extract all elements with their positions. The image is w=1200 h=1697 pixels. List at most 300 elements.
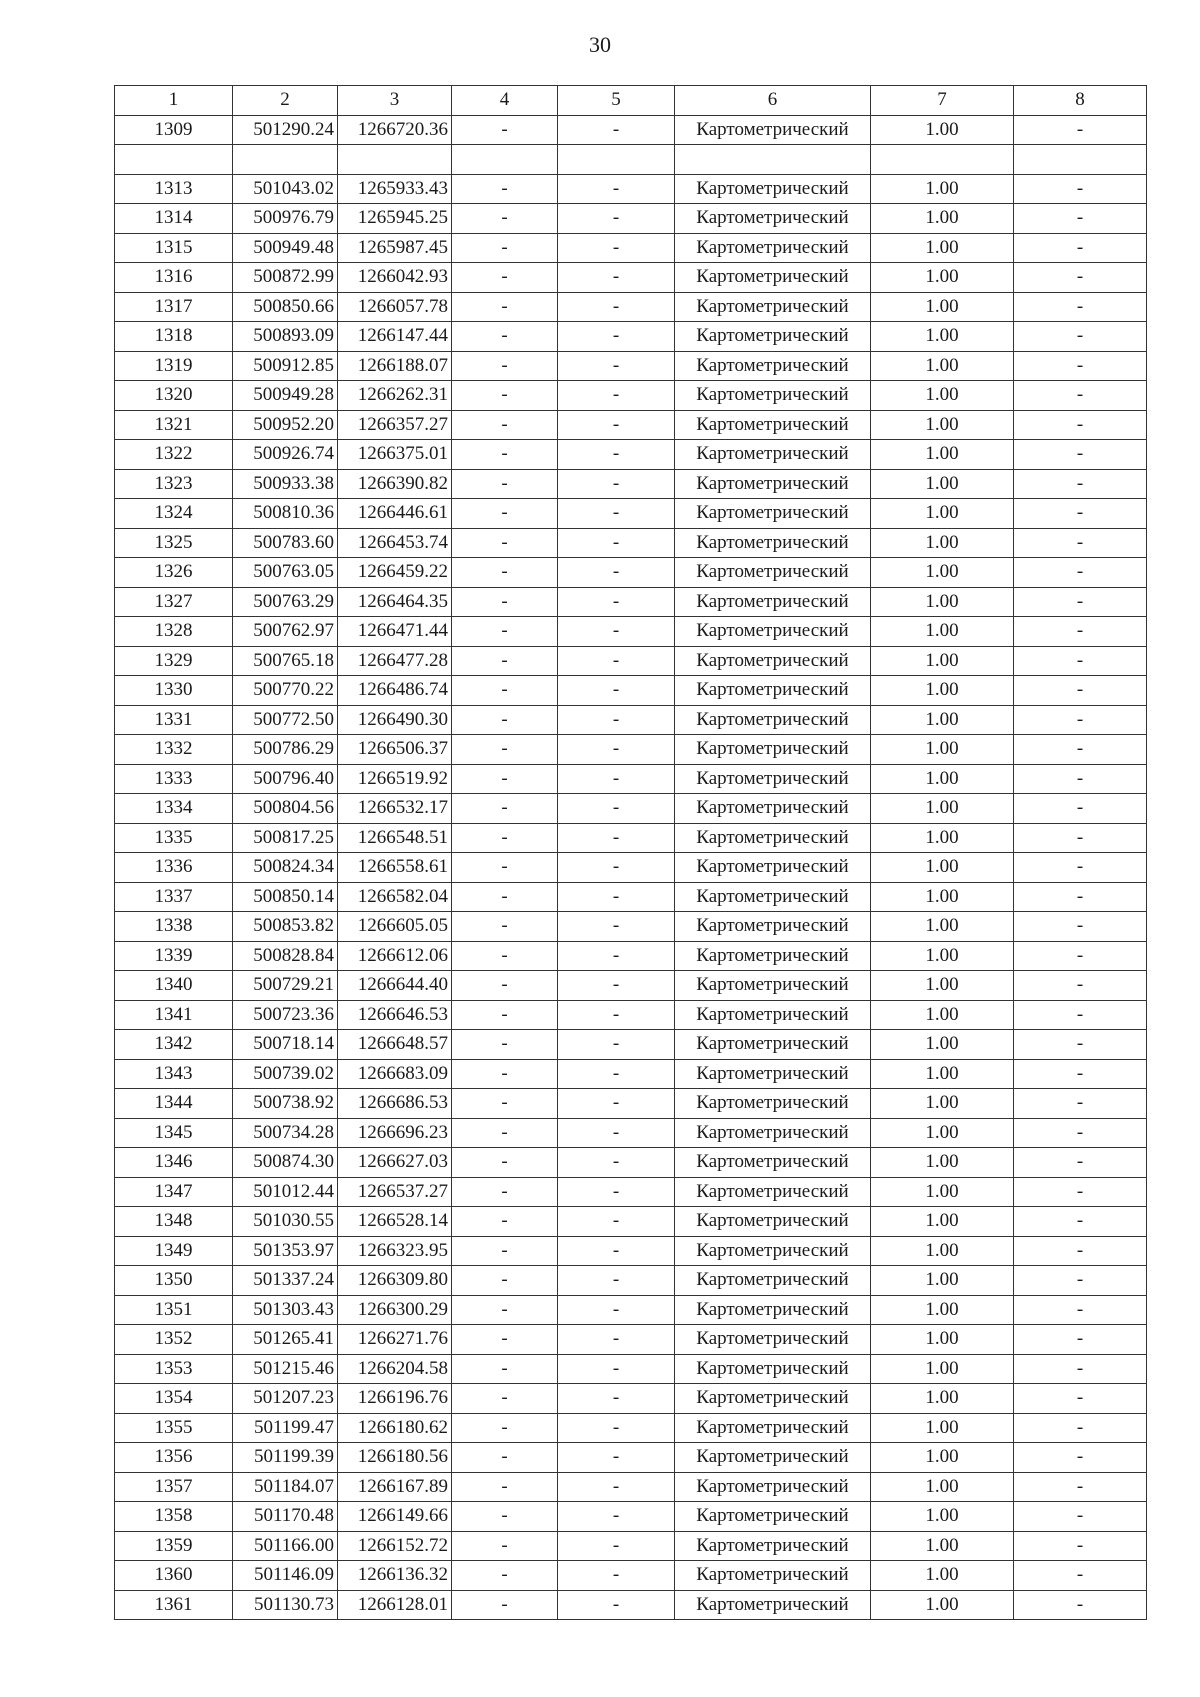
table-row bbox=[115, 705, 1147, 735]
cell-point-number: 1318 bbox=[115, 322, 233, 352]
cell-accuracy: 1.00 bbox=[871, 528, 1014, 558]
cell-point-number: 1361 bbox=[115, 1590, 233, 1620]
cell-coord-x: 500872.99 bbox=[233, 263, 338, 293]
cell-coord-y: 1266128.01 bbox=[338, 1590, 452, 1620]
cell-col-5: - bbox=[558, 646, 675, 676]
cell-accuracy: 1.00 bbox=[871, 351, 1014, 381]
cell-col-4 bbox=[452, 145, 558, 175]
cell-point-number: 1343 bbox=[115, 1059, 233, 1089]
cell-point-number: 1340 bbox=[115, 971, 233, 1001]
cell-point-number: 1346 bbox=[115, 1148, 233, 1178]
cell-col-4: - bbox=[452, 705, 558, 735]
cell-point-number: 1324 bbox=[115, 499, 233, 529]
cell-method: Картометрический bbox=[675, 1472, 871, 1502]
cell-col-4: - bbox=[452, 1443, 558, 1473]
table-row bbox=[115, 469, 1147, 499]
cell-col-8: - bbox=[1014, 941, 1147, 971]
cell-coord-y: 1265945.25 bbox=[338, 204, 452, 234]
cell-method: Картометрический bbox=[675, 322, 871, 352]
cell-col-5: - bbox=[558, 794, 675, 824]
cell-method: Картометрический bbox=[675, 410, 871, 440]
cell-col-8: - bbox=[1014, 263, 1147, 293]
cell-coord-x: 500828.84 bbox=[233, 941, 338, 971]
cell-accuracy: 1.00 bbox=[871, 115, 1014, 145]
cell-coord-y: 1266644.40 bbox=[338, 971, 452, 1001]
cell-coord-y: 1266042.93 bbox=[338, 263, 452, 293]
cell-coord-y: 1265933.43 bbox=[338, 174, 452, 204]
column-header-7: 7 bbox=[871, 86, 1014, 116]
cell-col-5: - bbox=[558, 469, 675, 499]
cell-point-number: 1355 bbox=[115, 1413, 233, 1443]
cell-accuracy: 1.00 bbox=[871, 1030, 1014, 1060]
table-row bbox=[115, 1236, 1147, 1266]
cell-col-8: - bbox=[1014, 233, 1147, 263]
cell-col-4: - bbox=[452, 1059, 558, 1089]
table-row bbox=[115, 351, 1147, 381]
cell-point-number: 1345 bbox=[115, 1118, 233, 1148]
cell-col-4: - bbox=[452, 204, 558, 234]
cell-col-5: - bbox=[558, 1148, 675, 1178]
cell-col-4: - bbox=[452, 115, 558, 145]
cell-col-5: - bbox=[558, 322, 675, 352]
cell-col-4: - bbox=[452, 1561, 558, 1591]
cell-col-5: - bbox=[558, 882, 675, 912]
cell-coord-x: 501146.09 bbox=[233, 1561, 338, 1591]
cell-col-4: - bbox=[452, 558, 558, 588]
cell-coord-y: 1266375.01 bbox=[338, 440, 452, 470]
cell-point-number: 1348 bbox=[115, 1207, 233, 1237]
cell-col-5: - bbox=[558, 912, 675, 942]
cell-accuracy: 1.00 bbox=[871, 174, 1014, 204]
cell-coord-y: 1266627.03 bbox=[338, 1148, 452, 1178]
cell-method: Картометрический bbox=[675, 1295, 871, 1325]
cell-point-number: 1357 bbox=[115, 1472, 233, 1502]
cell-col-8: - bbox=[1014, 1590, 1147, 1620]
table-row bbox=[115, 499, 1147, 529]
cell-accuracy: 1.00 bbox=[871, 853, 1014, 883]
cell-accuracy: 1.00 bbox=[871, 204, 1014, 234]
cell-coord-x: 500850.14 bbox=[233, 882, 338, 912]
table-row bbox=[115, 1118, 1147, 1148]
cell-col-8: - bbox=[1014, 764, 1147, 794]
cell-col-4: - bbox=[452, 233, 558, 263]
cell-point-number: 1339 bbox=[115, 941, 233, 971]
cell-coord-x: 500770.22 bbox=[233, 676, 338, 706]
cell-coord-y: 1266180.56 bbox=[338, 1443, 452, 1473]
cell-col-5: - bbox=[558, 1590, 675, 1620]
cell-col-5: - bbox=[558, 1118, 675, 1148]
table-row bbox=[115, 823, 1147, 853]
table-row bbox=[115, 410, 1147, 440]
cell-col-8: - bbox=[1014, 558, 1147, 588]
cell-point-number: 1354 bbox=[115, 1384, 233, 1414]
cell-col-8: - bbox=[1014, 351, 1147, 381]
cell-point-number: 1359 bbox=[115, 1531, 233, 1561]
cell-col-5: - bbox=[558, 617, 675, 647]
cell-accuracy bbox=[871, 145, 1014, 175]
cell-coord-y: 1266582.04 bbox=[338, 882, 452, 912]
cell-point-number: 1350 bbox=[115, 1266, 233, 1296]
cell-point-number bbox=[115, 145, 233, 175]
cell-point-number: 1314 bbox=[115, 204, 233, 234]
cell-accuracy: 1.00 bbox=[871, 1177, 1014, 1207]
cell-accuracy: 1.00 bbox=[871, 1295, 1014, 1325]
cell-accuracy: 1.00 bbox=[871, 1561, 1014, 1591]
cell-col-4: - bbox=[452, 263, 558, 293]
table-row bbox=[115, 676, 1147, 706]
table-row bbox=[115, 558, 1147, 588]
cell-col-5: - bbox=[558, 528, 675, 558]
table-row bbox=[115, 912, 1147, 942]
cell-col-4: - bbox=[452, 292, 558, 322]
cell-coord-y: 1266196.76 bbox=[338, 1384, 452, 1414]
cell-accuracy: 1.00 bbox=[871, 1000, 1014, 1030]
cell-accuracy: 1.00 bbox=[871, 587, 1014, 617]
cell-method: Картометрический bbox=[675, 174, 871, 204]
cell-col-4: - bbox=[452, 1148, 558, 1178]
cell-coord-x: 501030.55 bbox=[233, 1207, 338, 1237]
cell-col-4: - bbox=[452, 1502, 558, 1532]
cell-col-4: - bbox=[452, 912, 558, 942]
cell-coord-x: 500952.20 bbox=[233, 410, 338, 440]
cell-method: Картометрический bbox=[675, 823, 871, 853]
cell-col-8: - bbox=[1014, 646, 1147, 676]
cell-col-8: - bbox=[1014, 1030, 1147, 1060]
cell-method: Картометрический bbox=[675, 971, 871, 1001]
cell-col-5: - bbox=[558, 351, 675, 381]
cell-method: Картометрический bbox=[675, 1325, 871, 1355]
cell-col-5: - bbox=[558, 1531, 675, 1561]
cell-point-number: 1337 bbox=[115, 882, 233, 912]
cell-coord-x: 500893.09 bbox=[233, 322, 338, 352]
cell-col-4: - bbox=[452, 853, 558, 883]
cell-col-4: - bbox=[452, 322, 558, 352]
table-row bbox=[115, 322, 1147, 352]
cell-col-4: - bbox=[452, 410, 558, 440]
cell-col-8: - bbox=[1014, 204, 1147, 234]
cell-point-number: 1319 bbox=[115, 351, 233, 381]
cell-method: Картометрический bbox=[675, 735, 871, 765]
cell-coord-y: 1266648.57 bbox=[338, 1030, 452, 1060]
cell-col-8: - bbox=[1014, 469, 1147, 499]
cell-accuracy: 1.00 bbox=[871, 1236, 1014, 1266]
cell-coord-x: 501012.44 bbox=[233, 1177, 338, 1207]
cell-coord-y: 1266459.22 bbox=[338, 558, 452, 588]
cell-method: Картометрический bbox=[675, 558, 871, 588]
cell-coord-y: 1266147.44 bbox=[338, 322, 452, 352]
cell-accuracy: 1.00 bbox=[871, 617, 1014, 647]
column-header-4: 4 bbox=[452, 86, 558, 116]
cell-col-5: - bbox=[558, 1384, 675, 1414]
table-row bbox=[115, 1266, 1147, 1296]
cell-col-8: - bbox=[1014, 587, 1147, 617]
cell-point-number: 1347 bbox=[115, 1177, 233, 1207]
column-header-1: 1 bbox=[115, 86, 233, 116]
cell-coord-x: 500739.02 bbox=[233, 1059, 338, 1089]
cell-accuracy: 1.00 bbox=[871, 764, 1014, 794]
cell-coord-x: 501166.00 bbox=[233, 1531, 338, 1561]
cell-coord-y: 1266453.74 bbox=[338, 528, 452, 558]
cell-col-8: - bbox=[1014, 322, 1147, 352]
table-row bbox=[115, 1148, 1147, 1178]
cell-point-number: 1309 bbox=[115, 115, 233, 145]
cell-col-4: - bbox=[452, 1590, 558, 1620]
table-row bbox=[115, 1295, 1147, 1325]
cell-col-4: - bbox=[452, 1000, 558, 1030]
cell-method: Картометрический bbox=[675, 1177, 871, 1207]
cell-accuracy: 1.00 bbox=[871, 735, 1014, 765]
cell-point-number: 1323 bbox=[115, 469, 233, 499]
cell-coord-y: 1266486.74 bbox=[338, 676, 452, 706]
cell-method: Картометрический bbox=[675, 1059, 871, 1089]
cell-coord-y: 1266204.58 bbox=[338, 1354, 452, 1384]
table-row bbox=[115, 1207, 1147, 1237]
cell-col-5: - bbox=[558, 1354, 675, 1384]
cell-method: Картометрический bbox=[675, 1236, 871, 1266]
cell-accuracy: 1.00 bbox=[871, 381, 1014, 411]
cell-col-4: - bbox=[452, 1531, 558, 1561]
cell-point-number: 1338 bbox=[115, 912, 233, 942]
cell-col-8: - bbox=[1014, 410, 1147, 440]
table-row bbox=[115, 853, 1147, 883]
table-row bbox=[115, 1443, 1147, 1473]
cell-coord-y: 1266537.27 bbox=[338, 1177, 452, 1207]
cell-col-8: - bbox=[1014, 735, 1147, 765]
cell-col-5: - bbox=[558, 381, 675, 411]
cell-col-8: - bbox=[1014, 1472, 1147, 1502]
cell-col-8: - bbox=[1014, 882, 1147, 912]
cell-coord-y: 1266696.23 bbox=[338, 1118, 452, 1148]
cell-coord-x: 501199.47 bbox=[233, 1413, 338, 1443]
cell-col-4: - bbox=[452, 1413, 558, 1443]
cell-col-8: - bbox=[1014, 1354, 1147, 1384]
table-row bbox=[115, 1384, 1147, 1414]
table-row bbox=[115, 1413, 1147, 1443]
cell-coord-x: 500783.60 bbox=[233, 528, 338, 558]
table-row bbox=[115, 1590, 1147, 1620]
cell-method: Картометрический bbox=[675, 1443, 871, 1473]
cell-col-4: - bbox=[452, 1384, 558, 1414]
cell-point-number: 1317 bbox=[115, 292, 233, 322]
cell-point-number: 1316 bbox=[115, 263, 233, 293]
cell-coord-x: 500734.28 bbox=[233, 1118, 338, 1148]
cell-coord-y: 1266558.61 bbox=[338, 853, 452, 883]
cell-col-5: - bbox=[558, 971, 675, 1001]
cell-coord-x: 500912.85 bbox=[233, 351, 338, 381]
cell-col-8: - bbox=[1014, 1000, 1147, 1030]
cell-method: Картометрический bbox=[675, 764, 871, 794]
cell-point-number: 1334 bbox=[115, 794, 233, 824]
cell-col-5: - bbox=[558, 1177, 675, 1207]
cell-col-4: - bbox=[452, 1118, 558, 1148]
cell-col-8: - bbox=[1014, 1089, 1147, 1119]
table-row bbox=[115, 233, 1147, 263]
cell-coord-x: 500874.30 bbox=[233, 1148, 338, 1178]
cell-coord-x: 500976.79 bbox=[233, 204, 338, 234]
cell-method: Картометрический bbox=[675, 646, 871, 676]
cell-point-number: 1313 bbox=[115, 174, 233, 204]
cell-col-8: - bbox=[1014, 1148, 1147, 1178]
cell-coord-x: 500723.36 bbox=[233, 1000, 338, 1030]
table-row bbox=[115, 764, 1147, 794]
table-row bbox=[115, 292, 1147, 322]
cell-col-8: - bbox=[1014, 853, 1147, 883]
cell-point-number: 1320 bbox=[115, 381, 233, 411]
cell-coord-x: 501043.02 bbox=[233, 174, 338, 204]
table-row bbox=[115, 115, 1147, 145]
table-row bbox=[115, 204, 1147, 234]
cell-coord-x: 500804.56 bbox=[233, 794, 338, 824]
cell-coord-x: 500850.66 bbox=[233, 292, 338, 322]
cell-point-number: 1335 bbox=[115, 823, 233, 853]
cell-point-number: 1326 bbox=[115, 558, 233, 588]
cell-coord-y: 1266188.07 bbox=[338, 351, 452, 381]
cell-method: Картометрический bbox=[675, 204, 871, 234]
cell-col-4: - bbox=[452, 440, 558, 470]
cell-method: Картометрический bbox=[675, 292, 871, 322]
table-row bbox=[115, 1030, 1147, 1060]
cell-accuracy: 1.00 bbox=[871, 676, 1014, 706]
cell-accuracy: 1.00 bbox=[871, 705, 1014, 735]
cell-col-4: - bbox=[452, 499, 558, 529]
cell-coord-y: 1266464.35 bbox=[338, 587, 452, 617]
cell-col-4: - bbox=[452, 882, 558, 912]
cell-col-8: - bbox=[1014, 381, 1147, 411]
table-row bbox=[115, 882, 1147, 912]
cell-col-5: - bbox=[558, 941, 675, 971]
cell-coord-x: 500949.48 bbox=[233, 233, 338, 263]
cell-col-8: - bbox=[1014, 292, 1147, 322]
cell-point-number: 1358 bbox=[115, 1502, 233, 1532]
cell-method: Картометрический bbox=[675, 1354, 871, 1384]
cell-coord-y: 1266686.53 bbox=[338, 1089, 452, 1119]
cell-coord-x: 500824.34 bbox=[233, 853, 338, 883]
cell-col-5: - bbox=[558, 1000, 675, 1030]
cell-coord-y: 1266300.29 bbox=[338, 1295, 452, 1325]
cell-coord-x: 500729.21 bbox=[233, 971, 338, 1001]
cell-col-4: - bbox=[452, 469, 558, 499]
cell-col-8: - bbox=[1014, 794, 1147, 824]
cell-accuracy: 1.00 bbox=[871, 558, 1014, 588]
cell-col-8: - bbox=[1014, 1443, 1147, 1473]
cell-method: Картометрический bbox=[675, 263, 871, 293]
cell-point-number: 1351 bbox=[115, 1295, 233, 1325]
cell-col-4: - bbox=[452, 381, 558, 411]
cell-coord-x: 500933.38 bbox=[233, 469, 338, 499]
cell-col-4: - bbox=[452, 587, 558, 617]
cell-col-5: - bbox=[558, 292, 675, 322]
cell-coord-x: 500718.14 bbox=[233, 1030, 338, 1060]
cell-method: Картометрический bbox=[675, 1266, 871, 1296]
cell-accuracy: 1.00 bbox=[871, 1531, 1014, 1561]
cell-coord-x: 501290.24 bbox=[233, 115, 338, 145]
table-row bbox=[115, 1059, 1147, 1089]
cell-coord-x: 500786.29 bbox=[233, 735, 338, 765]
cell-col-4: - bbox=[452, 1236, 558, 1266]
cell-col-4: - bbox=[452, 1295, 558, 1325]
cell-col-4: - bbox=[452, 1207, 558, 1237]
cell-coord-x: 501207.23 bbox=[233, 1384, 338, 1414]
cell-coord-y: 1266683.09 bbox=[338, 1059, 452, 1089]
cell-coord-y: 1266605.05 bbox=[338, 912, 452, 942]
cell-coord-x: 500762.97 bbox=[233, 617, 338, 647]
cell-coord-x: 500796.40 bbox=[233, 764, 338, 794]
cell-coord-x: 500772.50 bbox=[233, 705, 338, 735]
cell-method: Картометрический bbox=[675, 912, 871, 942]
cell-col-5: - bbox=[558, 174, 675, 204]
cell-point-number: 1321 bbox=[115, 410, 233, 440]
cell-accuracy: 1.00 bbox=[871, 882, 1014, 912]
cell-col-8: - bbox=[1014, 1502, 1147, 1532]
cell-method: Картометрический bbox=[675, 1207, 871, 1237]
cell-col-4: - bbox=[452, 1089, 558, 1119]
cell-point-number: 1360 bbox=[115, 1561, 233, 1591]
cell-coord-y: 1266490.30 bbox=[338, 705, 452, 735]
cell-method: Картометрический bbox=[675, 1502, 871, 1532]
cell-col-5: - bbox=[558, 764, 675, 794]
cell-col-4: - bbox=[452, 351, 558, 381]
cell-accuracy: 1.00 bbox=[871, 440, 1014, 470]
cell-accuracy: 1.00 bbox=[871, 941, 1014, 971]
cell-col-5: - bbox=[558, 1059, 675, 1089]
cell-coord-y: 1266149.66 bbox=[338, 1502, 452, 1532]
column-header-6: 6 bbox=[675, 86, 871, 116]
cell-coord-x: 501130.73 bbox=[233, 1590, 338, 1620]
cell-col-4: - bbox=[452, 1472, 558, 1502]
cell-col-4: - bbox=[452, 528, 558, 558]
cell-point-number: 1332 bbox=[115, 735, 233, 765]
cell-accuracy: 1.00 bbox=[871, 1502, 1014, 1532]
cell-coord-y: 1265987.45 bbox=[338, 233, 452, 263]
cell-accuracy: 1.00 bbox=[871, 1590, 1014, 1620]
cell-point-number: 1352 bbox=[115, 1325, 233, 1355]
table-header-row bbox=[115, 86, 1147, 116]
cell-accuracy: 1.00 bbox=[871, 912, 1014, 942]
cell-coord-x: 500817.25 bbox=[233, 823, 338, 853]
cell-col-8: - bbox=[1014, 1413, 1147, 1443]
table-row bbox=[115, 528, 1147, 558]
column-header-3: 3 bbox=[338, 86, 452, 116]
cell-accuracy: 1.00 bbox=[871, 1089, 1014, 1119]
cell-accuracy: 1.00 bbox=[871, 1384, 1014, 1414]
cell-col-4: - bbox=[452, 1030, 558, 1060]
cell-col-5: - bbox=[558, 1207, 675, 1237]
cell-col-8: - bbox=[1014, 1059, 1147, 1089]
cell-point-number: 1344 bbox=[115, 1089, 233, 1119]
cell-coord-x: 500949.28 bbox=[233, 381, 338, 411]
cell-accuracy: 1.00 bbox=[871, 263, 1014, 293]
cell-coord-y: 1266548.51 bbox=[338, 823, 452, 853]
cell-accuracy: 1.00 bbox=[871, 1207, 1014, 1237]
cell-col-8: - bbox=[1014, 1266, 1147, 1296]
cell-coord-y: 1266357.27 bbox=[338, 410, 452, 440]
cell-coord-y: 1266271.76 bbox=[338, 1325, 452, 1355]
cell-accuracy: 1.00 bbox=[871, 1354, 1014, 1384]
table-row bbox=[115, 1502, 1147, 1532]
cell-coord-x: 501265.41 bbox=[233, 1325, 338, 1355]
table-row bbox=[115, 145, 1147, 175]
cell-col-8: - bbox=[1014, 1561, 1147, 1591]
cell-point-number: 1322 bbox=[115, 440, 233, 470]
cell-method: Картометрический bbox=[675, 676, 871, 706]
cell-col-4: - bbox=[452, 646, 558, 676]
cell-col-4: - bbox=[452, 174, 558, 204]
cell-col-8: - bbox=[1014, 1177, 1147, 1207]
cell-col-4: - bbox=[452, 823, 558, 853]
cell-col-4: - bbox=[452, 1177, 558, 1207]
cell-coord-y bbox=[338, 145, 452, 175]
table-row bbox=[115, 1177, 1147, 1207]
